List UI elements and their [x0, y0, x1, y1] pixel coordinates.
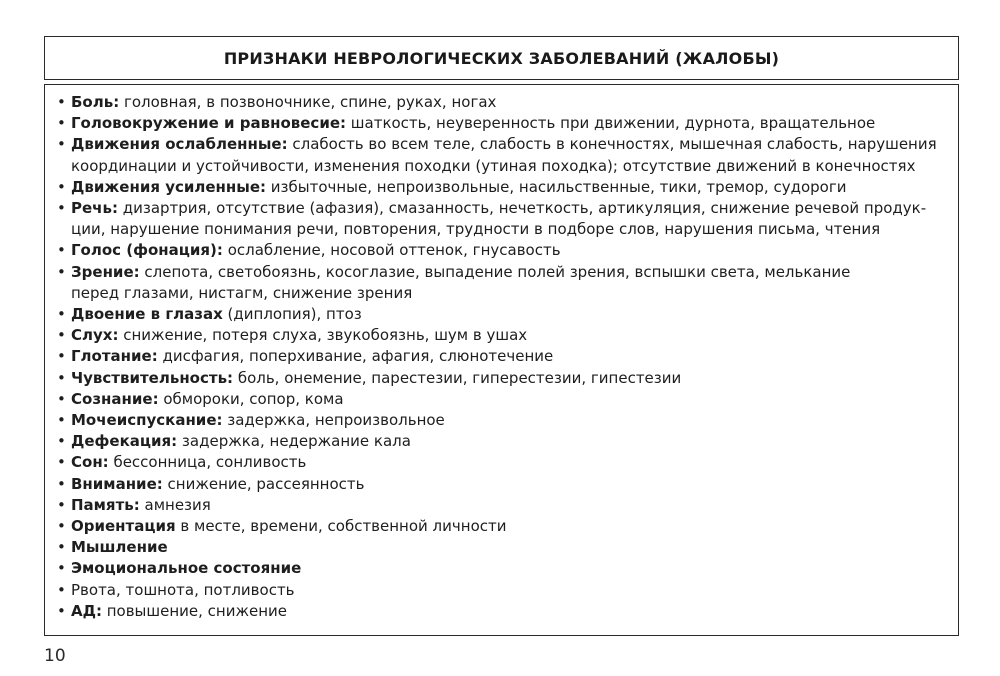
symptom-description: дизартрия, отсутствие (афазия), смазанность, нечеткость, артикуляция, снижение речевой продук- [117, 199, 927, 218]
page-number: 10 [44, 646, 66, 666]
symptom-label: Речь: [71, 199, 118, 218]
symptom-description: в месте, времени, собственной личности [175, 517, 507, 536]
bullet-icon: • [57, 559, 66, 578]
bullet-icon: • [57, 580, 66, 599]
bullet-icon: • [57, 135, 66, 154]
bullet-icon: • [57, 114, 66, 133]
symptom-item [57, 198, 948, 240]
bullet-icon: • [57, 453, 66, 472]
page-title: ПРИЗНАКИ НЕВРОЛОГИЧЕСКИХ ЗАБОЛЕВАНИЙ (ЖАЛОБЫ) [223, 48, 780, 68]
symptom-item [57, 389, 948, 410]
symptom-item [57, 452, 948, 473]
symptom-item [57, 177, 948, 198]
symptom-description: Рвота, тошнота, потливость [71, 580, 295, 599]
symptom-description: ции, нарушение понимания речи, повторения, трудности в подборе слов, нарушения письма, чтения [71, 220, 881, 239]
symptom-label: Движения усиленные: [71, 177, 266, 196]
symptom-item [57, 113, 948, 134]
bullet-icon: • [57, 432, 66, 451]
symptom-label: Зрение: [71, 262, 140, 281]
symptom-description: дисфагия, поперхивание, афагия, слюнотечение [157, 347, 554, 366]
symptom-item [57, 346, 948, 367]
symptom-description: повышение, снижение [101, 601, 288, 620]
symptom-description: снижение, рассеянность [162, 474, 365, 493]
symptoms-list [57, 92, 948, 622]
bullet-icon: • [57, 538, 66, 557]
bullet-icon: • [57, 389, 66, 408]
symptom-item [57, 240, 948, 261]
symptom-label: Чувствительность: [71, 368, 234, 387]
bullet-icon: • [57, 177, 66, 196]
symptom-label: Движения ослабленные: [71, 135, 288, 154]
symptom-label: Мышление [71, 538, 168, 557]
bullet-icon: • [57, 93, 66, 111]
symptom-description: слабость во всем теле, слабость в конечностях, мышечная слабость, нарушения [287, 135, 937, 154]
bullet-icon: • [57, 601, 66, 620]
symptom-description: перед глазами, нистагм, снижение зрения [71, 283, 413, 302]
bullet-icon: • [57, 411, 66, 430]
bullet-icon: • [57, 517, 66, 536]
symptom-label: Дефекация: [71, 432, 178, 451]
symptom-description: амнезия [139, 495, 211, 514]
symptom-description: ослабление, носовой оттенок, гнусавость [222, 241, 561, 260]
symptom-item [57, 558, 948, 579]
symptom-item [57, 92, 948, 113]
symptom-label: Внимание: [71, 474, 163, 493]
symptom-label: Боль: [71, 93, 120, 111]
bullet-icon: • [57, 241, 66, 260]
symptom-label: АД: [71, 601, 102, 620]
bullet-icon: • [57, 199, 66, 218]
symptom-description: обмороки, сопор, кома [158, 389, 344, 408]
symptom-label: Двоение в глазах [71, 305, 223, 324]
symptom-item [57, 537, 948, 558]
symptom-description: (диплопия), птоз [222, 305, 362, 324]
symptom-description: слепота, светобоязнь, косоглазие, выпадение полей зрения, вспышки света, мелькание [139, 262, 851, 281]
symptom-label: Голос (фонация): [71, 241, 223, 260]
bullet-icon: • [57, 305, 66, 324]
bullet-icon: • [57, 347, 66, 366]
symptom-label: Эмоциональное состояние [71, 559, 302, 578]
symptom-label: Мочеиспускание: [71, 411, 223, 430]
symptom-item [57, 304, 948, 325]
symptom-description: снижение, потеря слуха, звукобоязнь, шум в ушах [118, 326, 528, 345]
symptom-item [57, 495, 948, 516]
symptom-label: Память: [71, 495, 140, 514]
symptom-item [57, 325, 948, 346]
symptom-description: боль, онемение, парестезии, гиперестезии, гипестезии [233, 368, 682, 387]
symptom-description: шаткость, неуверенность при движении, дурнота, вращательное [346, 114, 876, 133]
symptoms-box [44, 84, 959, 636]
symptom-item [57, 410, 948, 431]
symptom-label: Сознание: [71, 389, 159, 408]
bullet-icon: • [57, 368, 66, 387]
symptom-description: бессонница, сонливость [108, 453, 307, 472]
symptom-item [57, 474, 948, 495]
symptom-description: избыточные, непроизвольные, насильственные, тики, тремор, судороги [266, 177, 847, 196]
symptom-label: Глотание: [71, 347, 158, 366]
symptom-label: Слух: [71, 326, 119, 345]
symptom-item [57, 431, 948, 452]
symptom-description: задержка, недержание кала [177, 432, 411, 451]
symptom-label: Сон: [71, 453, 109, 472]
symptom-description: координации и устойчивости, изменения походки (утиная походка); отсутствие движений в конечностях [71, 156, 916, 175]
symptom-label: Головокружение и равновесие: [71, 114, 347, 133]
bullet-icon: • [57, 474, 66, 493]
symptom-label: Ориентация [71, 517, 176, 536]
symptom-item [57, 262, 948, 304]
symptom-item [57, 601, 948, 622]
bullet-icon: • [57, 326, 66, 345]
symptom-item [57, 516, 948, 537]
title-box [44, 36, 959, 80]
bullet-icon: • [57, 262, 66, 281]
symptom-description: головная, в позвоночнике, спине, руках, ногах [119, 93, 497, 111]
symptom-item [57, 580, 948, 601]
symptom-description: задержка, непроизвольное [222, 411, 445, 430]
symptom-item [57, 368, 948, 389]
bullet-icon: • [57, 495, 66, 514]
symptom-item [57, 134, 948, 176]
